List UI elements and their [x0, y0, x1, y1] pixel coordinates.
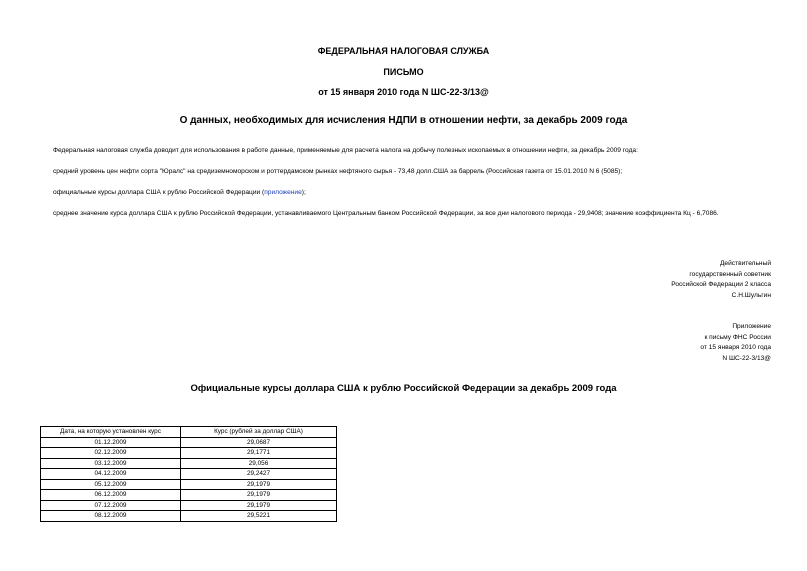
table-row — [41, 511, 337, 522]
rate-cell: 29,1979 — [181, 500, 337, 511]
date-cell: 07.12.2009 — [41, 500, 181, 511]
column-header-rate: Курс (рублей за доллар США) — [181, 427, 337, 438]
date-cell: 01.12.2009 — [41, 437, 181, 448]
exchange-rates-end: ); — [301, 189, 306, 196]
rate-cell: 29,056 — [181, 458, 337, 469]
appendix-block — [571, 322, 771, 364]
table-header-row — [41, 427, 337, 438]
rate-cell: 29,1979 — [181, 479, 337, 490]
rate-cell: 29,1771 — [181, 448, 337, 459]
paragraph-average-rate: среднее значение курса доллара США к рублю Российской Федерации, устанавливаемого Центральным банком Российской Федерации, за все дни налогового периода - 29,9408; значение коэффициента Кц - 6,7086. — [53, 210, 719, 217]
paragraph-oil-price: средний уровень цен нефти сорта "Юралс" на средиземноморском и роттердамском рынках нефтяного сырья - 73,48 долл.США за баррель (Российская газета от 15.01.2010 N 6 (5085); — [53, 168, 623, 175]
signature-title-1: Действительный — [719, 260, 771, 267]
appendix-line-3: от 15 января 2010 года — [700, 344, 771, 351]
signature-title-2: государственный советник — [689, 270, 771, 278]
paragraph-exchange-rates — [33, 188, 775, 198]
date-cell: 05.12.2009 — [41, 479, 181, 490]
table-row — [41, 458, 337, 469]
doc-type-heading: ПИСЬМО — [383, 67, 424, 77]
rate-cell: 29,0687 — [181, 437, 337, 448]
table-title: Официальные курсы доллара США к рублю Российской Федерации за декабрь 2009 года — [190, 383, 617, 394]
paragraph-intro: Федеральная налоговая служба доводит для использования в работе данные, применяемые для расчета налога на добычу полезных ископаемых в отношении нефти, за декабрь 2009 года: — [53, 147, 638, 154]
appendix-line-4: N ШС-22-3/13@ — [722, 354, 771, 362]
date-cell: 08.12.2009 — [41, 511, 181, 522]
date-cell: 06.12.2009 — [41, 490, 181, 501]
signature-title-3: Российской Федерации 2 класса — [671, 281, 771, 288]
date-cell: 02.12.2009 — [41, 448, 181, 459]
table-row — [41, 469, 337, 480]
column-header-date: Дата, на которую установлен курс — [41, 427, 181, 438]
appendix-link[interactable]: приложение — [264, 189, 302, 196]
date-cell: 03.12.2009 — [41, 458, 181, 469]
appendix-line-1: Приложение — [732, 323, 771, 330]
rate-cell: 29,1979 — [181, 490, 337, 501]
table-row — [41, 448, 337, 459]
agency-heading: ФЕДЕРАЛЬНАЯ НАЛОГОВАЯ СЛУЖБА — [317, 46, 490, 56]
table-row — [41, 490, 337, 501]
subject-heading: О данных, необходимых для исчисления НДПИ в отношении нефти, за декабрь 2009 года — [179, 115, 628, 126]
appendix-line-2: к письму ФНС России — [704, 333, 771, 341]
table-row — [41, 479, 337, 490]
signature-name: С.Н.Шульгин — [731, 291, 771, 299]
rate-cell: 29,2427 — [181, 469, 337, 480]
doc-number-heading: от 15 января 2010 года N ШС-22-3/13@ — [318, 87, 489, 97]
table-row — [41, 500, 337, 511]
table-row — [41, 437, 337, 448]
signature-block — [571, 259, 771, 301]
date-cell: 04.12.2009 — [41, 469, 181, 480]
exchange-rates-table — [40, 426, 337, 522]
rate-cell: 29,5221 — [181, 511, 337, 522]
exchange-rates-text: официальные курсы доллара США к рублю Российской Федерации ( — [53, 189, 265, 196]
